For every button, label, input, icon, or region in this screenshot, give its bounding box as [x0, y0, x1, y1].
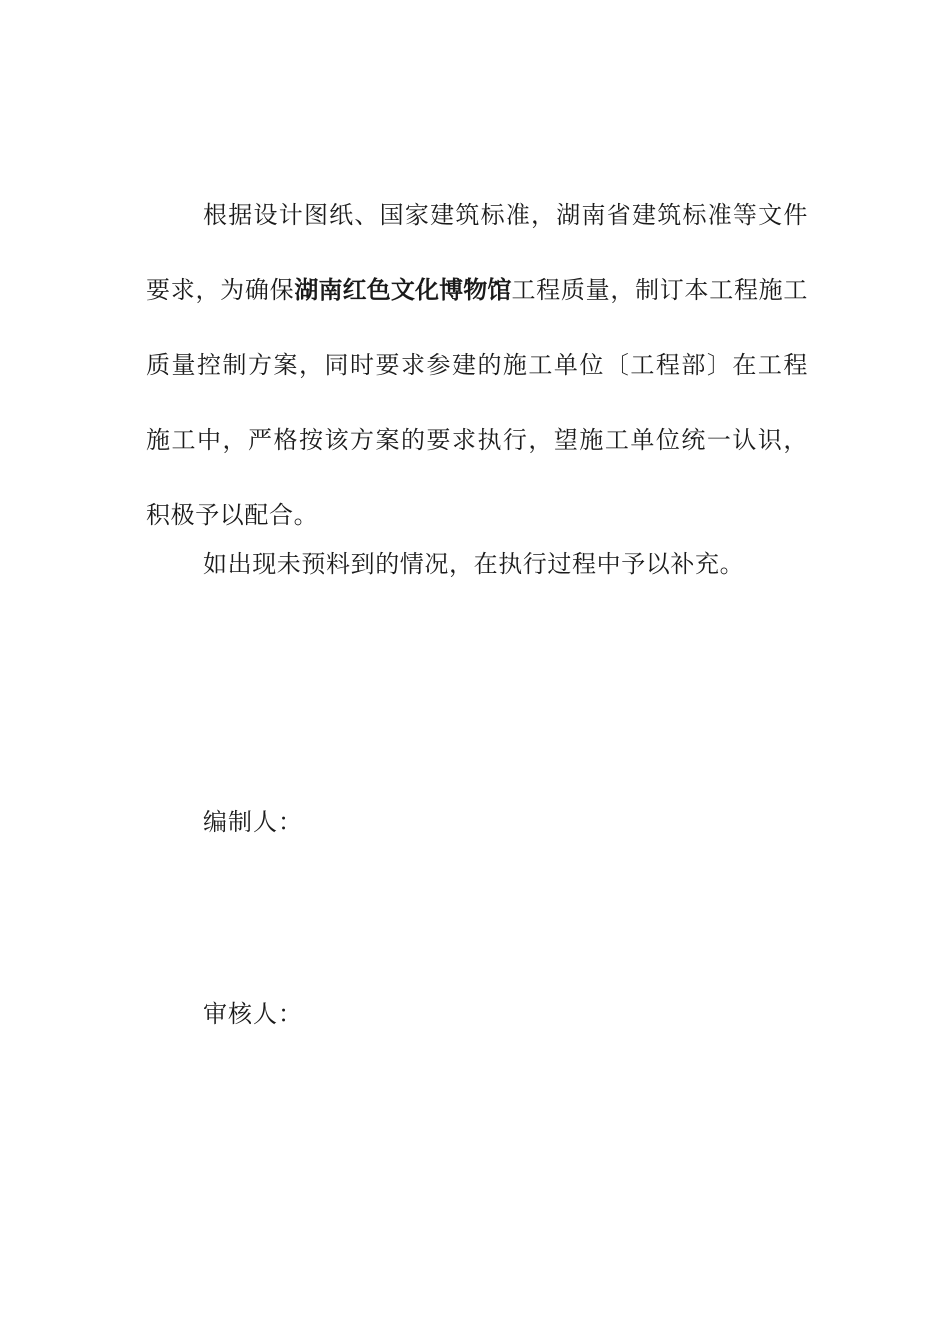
supplement-paragraph: 如出现未预料到的情况，在执行过程中予以补充。 — [203, 550, 745, 578]
project-name: 湖南红色文化博物馆 — [294, 276, 512, 304]
intro-paragraph — [146, 178, 808, 553]
intro-text-before: 根据设计图纸、国家建筑标准，湖南省建筑标准等文件要求，为确保 — [146, 201, 808, 304]
editor-label: 编制人： — [203, 808, 303, 836]
intro-text-after: 工程质量，制订本工程施工质量控制方案，同时要求参建的施工单位〔工程部〕在工程施工中，严格按该方案的要求执行，望施工单位统一认识，积极予以配合。 — [146, 276, 809, 529]
reviewer-label: 审核人： — [203, 1000, 303, 1028]
